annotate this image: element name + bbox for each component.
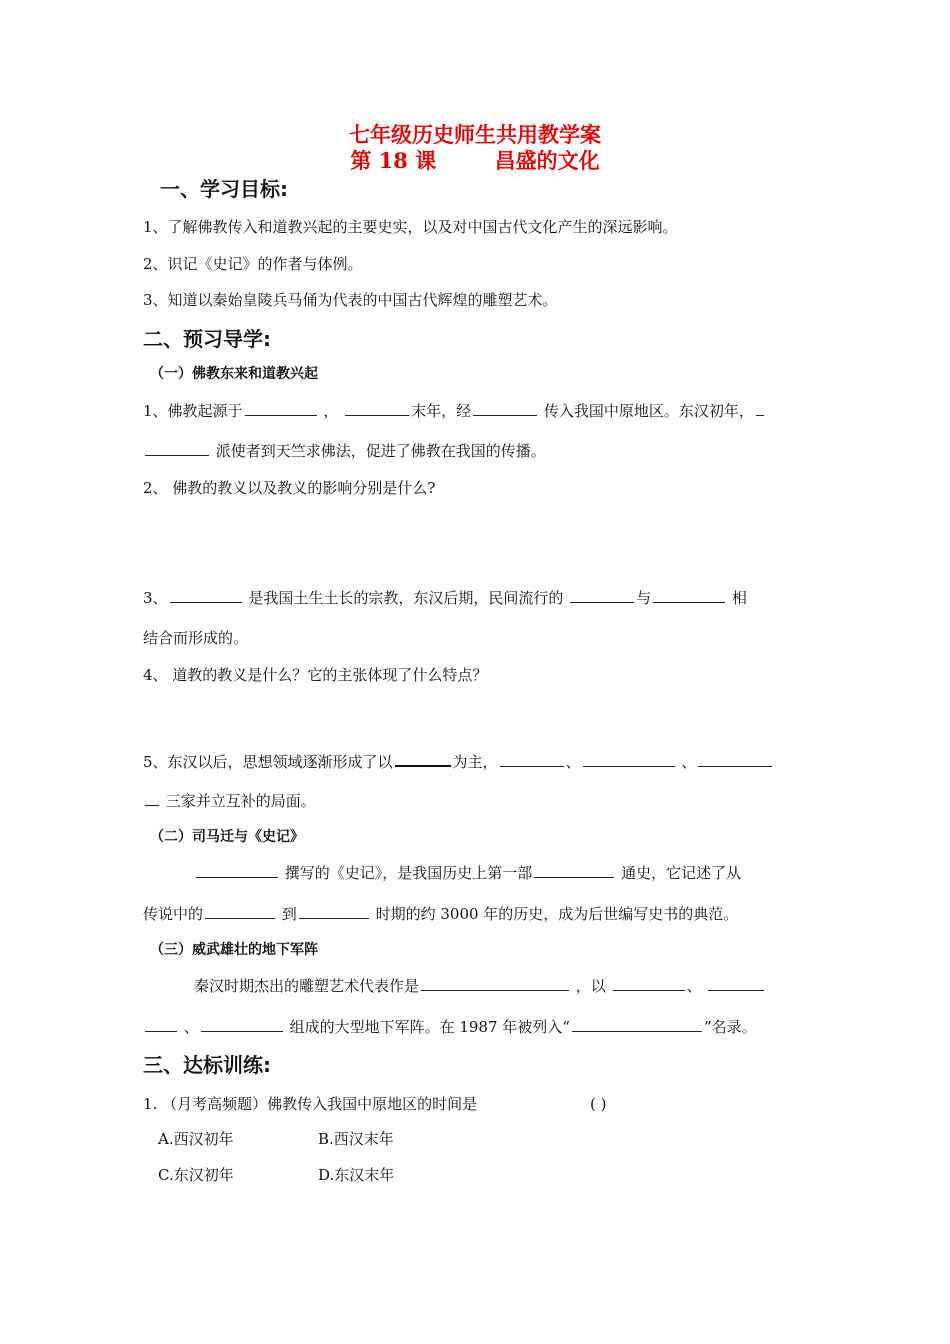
- question-5-line-1: 5、东汉以后，思想领域逐渐形成了以 为主， 、 、: [143, 750, 774, 773]
- question-4: 4、 道教的教义是什么？它的主张体现了什么特点？: [143, 666, 488, 684]
- lesson-title: [0, 148, 950, 174]
- answer-blank[interactable]: [698, 751, 772, 767]
- option-c[interactable]: C.东汉初年: [158, 1166, 234, 1184]
- answer-blank[interactable]: [500, 751, 564, 767]
- answer-blank[interactable]: [145, 440, 209, 456]
- section-heading-preview: 二、预习导学:: [143, 327, 271, 351]
- answer-blank[interactable]: [395, 750, 451, 767]
- answer-blank[interactable]: [583, 751, 675, 767]
- objective-item-2: 2、识记《史记》的作者与体例。: [143, 255, 363, 273]
- answer-blank[interactable]: [145, 1016, 177, 1032]
- answer-blank[interactable]: [145, 790, 159, 806]
- question-3-line-2: 结合而形成的。: [143, 629, 249, 647]
- objective-item-1: 1、了解佛教传入和道教兴起的主要史实，以及对中国古代文化产生的深远影响。: [143, 218, 678, 236]
- answer-blank[interactable]: [708, 975, 764, 991]
- option-b[interactable]: B.西汉末年: [318, 1130, 394, 1148]
- answer-blank[interactable]: [345, 400, 409, 416]
- document-title: 七年级历史师生共用教学案: [349, 122, 601, 147]
- question-1-line-1: 1、佛教起源于 ， 末年，经 传入我国中原地区。东汉初年，: [143, 400, 766, 422]
- answer-blank[interactable]: [534, 862, 614, 878]
- answer-blank[interactable]: [245, 400, 317, 416]
- question-2: 2、 佛教的教义以及教义的影响分别是什么?: [143, 479, 436, 497]
- option-a[interactable]: A.西汉初年: [158, 1130, 234, 1148]
- answer-blank[interactable]: [205, 903, 275, 919]
- subsection-heading-religion: （一）佛教东来和道教兴起: [150, 366, 318, 382]
- question-5-line-2: 三家并立互补的局面。: [143, 790, 316, 812]
- section-heading-objectives: 一、学习目标:: [160, 177, 288, 201]
- answer-blank[interactable]: [299, 903, 369, 919]
- option-d[interactable]: D.东汉末年: [318, 1166, 395, 1184]
- answer-blank[interactable]: [653, 587, 725, 603]
- answer-parentheses[interactable]: ( ): [590, 1095, 607, 1113]
- answer-blank[interactable]: [613, 975, 685, 991]
- terracotta-line-2: 、 组成的大型地下军阵。在 1987 年被列入“ ”名录。: [143, 1016, 757, 1038]
- answer-blank[interactable]: [170, 587, 242, 603]
- answer-blank[interactable]: [570, 587, 634, 603]
- question-1-line-2: 派使者到天竺求佛法，促进了佛教在我国的传播。: [143, 440, 546, 462]
- answer-blank[interactable]: [196, 862, 278, 878]
- shiji-line-2: 传说中的 到 时期的约 3000 年的历史，成为后世编写史书的典范。: [143, 905, 739, 923]
- answer-blank[interactable]: [756, 400, 764, 416]
- answer-blank[interactable]: [473, 400, 537, 416]
- practice-question-1: 1. （月考高频题）佛教传入我国中原地区的时间是: [143, 1095, 478, 1113]
- subsection-heading-terracotta: （三）威武雄壮的地下军阵: [150, 942, 318, 958]
- answer-blank[interactable]: [421, 975, 569, 991]
- shiji-line-1: 撰写的《史记》，是我国历史上第一部 通史，它记述了从: [194, 862, 741, 884]
- lesson-title-text: 第 18 课 昌盛的文化: [350, 148, 600, 173]
- terracotta-line-1: 秦汉时期杰出的雕塑艺术代表作是 ，以 、: [194, 975, 766, 997]
- answer-blank[interactable]: [201, 1016, 283, 1032]
- section-heading-practice: 三、达标训练:: [143, 1053, 271, 1077]
- question-3-line-1: 3、 是我国土生土长的宗教，东汉后期，民间流行的 与 相: [143, 589, 747, 607]
- objective-item-3: 3、知道以秦始皇陵兵马俑为代表的中国古代辉煌的雕塑艺术。: [143, 291, 558, 309]
- subsection-heading-shiji: （二）司马迁与《史记》: [150, 829, 304, 845]
- answer-blank[interactable]: [572, 1016, 702, 1032]
